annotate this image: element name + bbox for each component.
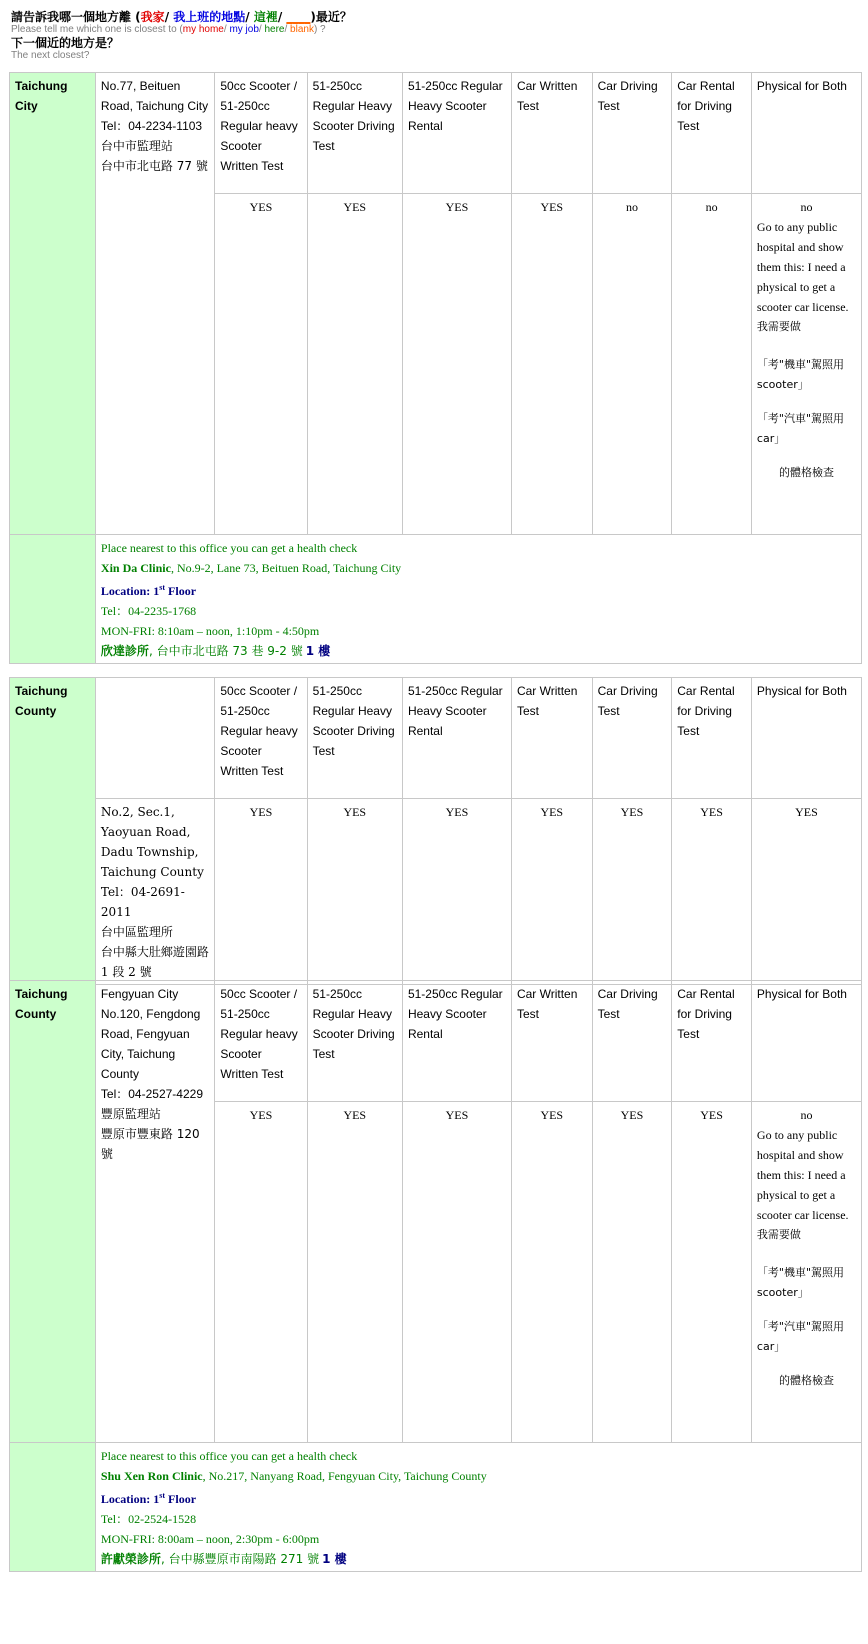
value-cell: YES [402, 799, 511, 985]
value-cell: YES [511, 799, 592, 985]
value-cell: YES [215, 799, 307, 985]
region-label: Taichung County [10, 678, 96, 985]
office-address: No.2, Sec.1, Yaoyuan Road, Dadu Township, Taichung County Tel：04-2691-2011 台中區監理所 台中縣大肚鄉遊園路 1 段 2 號 [95, 799, 214, 985]
office-table-taichung-county-fengyuan [9, 980, 862, 1572]
address-blank [95, 678, 214, 799]
clinic-info: Place nearest to this office you can get a health check Shu Xen Ron Clinic, No.217, Nanyang Road, Fengyuan City, Taichung County Location: 1st Floor Tel：02-2524-1528 MON-FRI: 8:00am – noon, 2:30pm - 6:00pm 許獻榮診所, 台中縣豐原市南陽路 271 號 1 樓 [95, 1443, 861, 1572]
question-next-en: The next closest? [11, 50, 90, 61]
col-header-scooter-driving: 51-250cc Regular Heavy Scooter Driving Test [307, 678, 402, 799]
region-label: Taichung City [10, 73, 96, 535]
value-cell: YES [751, 799, 861, 985]
value-cell: YES [672, 1102, 752, 1443]
office-address: Fengyuan City No.120, Fengdong Road, Fengyuan City, Taichung County Tel：04-2527-4229 豐原監理站 豐原市豐東路 120 號 [95, 981, 214, 1443]
header-row [10, 73, 862, 194]
col-header-car-driving: Car Driving Test [592, 73, 672, 194]
value-cell: no [592, 194, 672, 535]
col-header-scooter-written: 50cc Scooter / 51-250cc Regular heavy Scooter Written Test [215, 981, 307, 1102]
physical-note-cell: no Go to any public hospital and show them this: I need a physical to get a scooter car license. 我需要做 「考"機車"駕照用 scooter」 「考"汽車"駕照用 car」 的體格檢查 [751, 1102, 861, 1443]
values-row [10, 799, 862, 985]
value-cell: no [672, 194, 752, 535]
physical-note-cell: no Go to any public hospital and show them this: I need a physical to get a scooter car license. 我需要做 「考"機車"駕照用 scooter」 「考"汽車"駕照用 car」 的體格檢查 [751, 194, 861, 535]
col-header-scooter-driving: 51-250cc Regular Heavy Scooter Driving Test [307, 981, 402, 1102]
col-header-car-written: Car Written Test [511, 981, 592, 1102]
col-header-scooter-written: 50cc Scooter / 51-250cc Regular heavy Scooter Written Test [215, 73, 307, 194]
col-header-car-written: Car Written Test [511, 678, 592, 799]
office-table-taichung-county-dadu [9, 677, 862, 985]
col-header-physical: Physical for Both [751, 981, 861, 1102]
question-next-cn: 下一個近的地方是？ [11, 36, 120, 50]
office-table-taichung-city [9, 72, 862, 664]
value-cell: YES [215, 1102, 307, 1443]
value-cell: YES [511, 194, 592, 535]
col-header-car-written: Car Written Test [511, 73, 592, 194]
clinic-info: Place nearest to this office you can get a health check Xin Da Clinic, No.9-2, Lane 73, Beituen Road, Taichung City Location: 1st Floor Tel：04-2235-1768 MON-FRI: 8:10am – noon, 1:10pm - 4:50pm 欣達診所, 台中市北屯路 73 巷 9-2 號 1 樓 [95, 535, 861, 664]
value-cell: YES [307, 1102, 402, 1443]
page-header [11, 10, 861, 62]
value-cell: YES [307, 799, 402, 985]
header-row [10, 981, 862, 1102]
col-header-car-driving: Car Driving Test [592, 981, 672, 1102]
value-cell: YES [672, 799, 752, 985]
region-label: Taichung County [10, 981, 96, 1443]
col-header-scooter-rental: 51-250cc Regular Heavy Scooter Rental [402, 981, 511, 1102]
clinic-row [10, 1443, 862, 1572]
value-cell: YES [402, 1102, 511, 1443]
question-closest-cn: 請告訴我哪一個地方離 (我家/ 我上班的地點/ 這裡/ ____)最近？ [11, 10, 352, 24]
value-cell: YES [592, 799, 672, 985]
col-header-car-driving: Car Driving Test [592, 678, 672, 799]
col-header-scooter-rental: 51-250cc Regular Heavy Scooter Rental [402, 678, 511, 799]
question-closest-en: Please tell me which one is closest to (my home/ my job/ here/ blank) ? [11, 24, 326, 35]
value-cell: YES [215, 194, 307, 535]
col-header-physical: Physical for Both [751, 678, 861, 799]
col-header-car-rental: Car Rental for Driving Test [672, 678, 752, 799]
office-address: No.77, Beituen Road, Taichung City Tel：04-2234-1103 台中市監理站 台中市北屯路 77 號 [95, 73, 214, 535]
value-cell: YES [402, 194, 511, 535]
clinic-row [10, 535, 862, 664]
col-header-car-rental: Car Rental for Driving Test [672, 981, 752, 1102]
value-cell: YES [307, 194, 402, 535]
value-cell: YES [592, 1102, 672, 1443]
region-spacer [10, 535, 96, 664]
col-header-physical: Physical for Both [751, 73, 861, 194]
value-cell: YES [511, 1102, 592, 1443]
col-header-scooter-rental: 51-250cc Regular Heavy Scooter Rental [402, 73, 511, 194]
col-header-car-rental: Car Rental for Driving Test [672, 73, 752, 194]
col-header-scooter-written: 50cc Scooter / 51-250cc Regular heavy Scooter Written Test [215, 678, 307, 799]
header-row [10, 678, 862, 799]
col-header-scooter-driving: 51-250cc Regular Heavy Scooter Driving Test [307, 73, 402, 194]
region-spacer [10, 1443, 96, 1572]
